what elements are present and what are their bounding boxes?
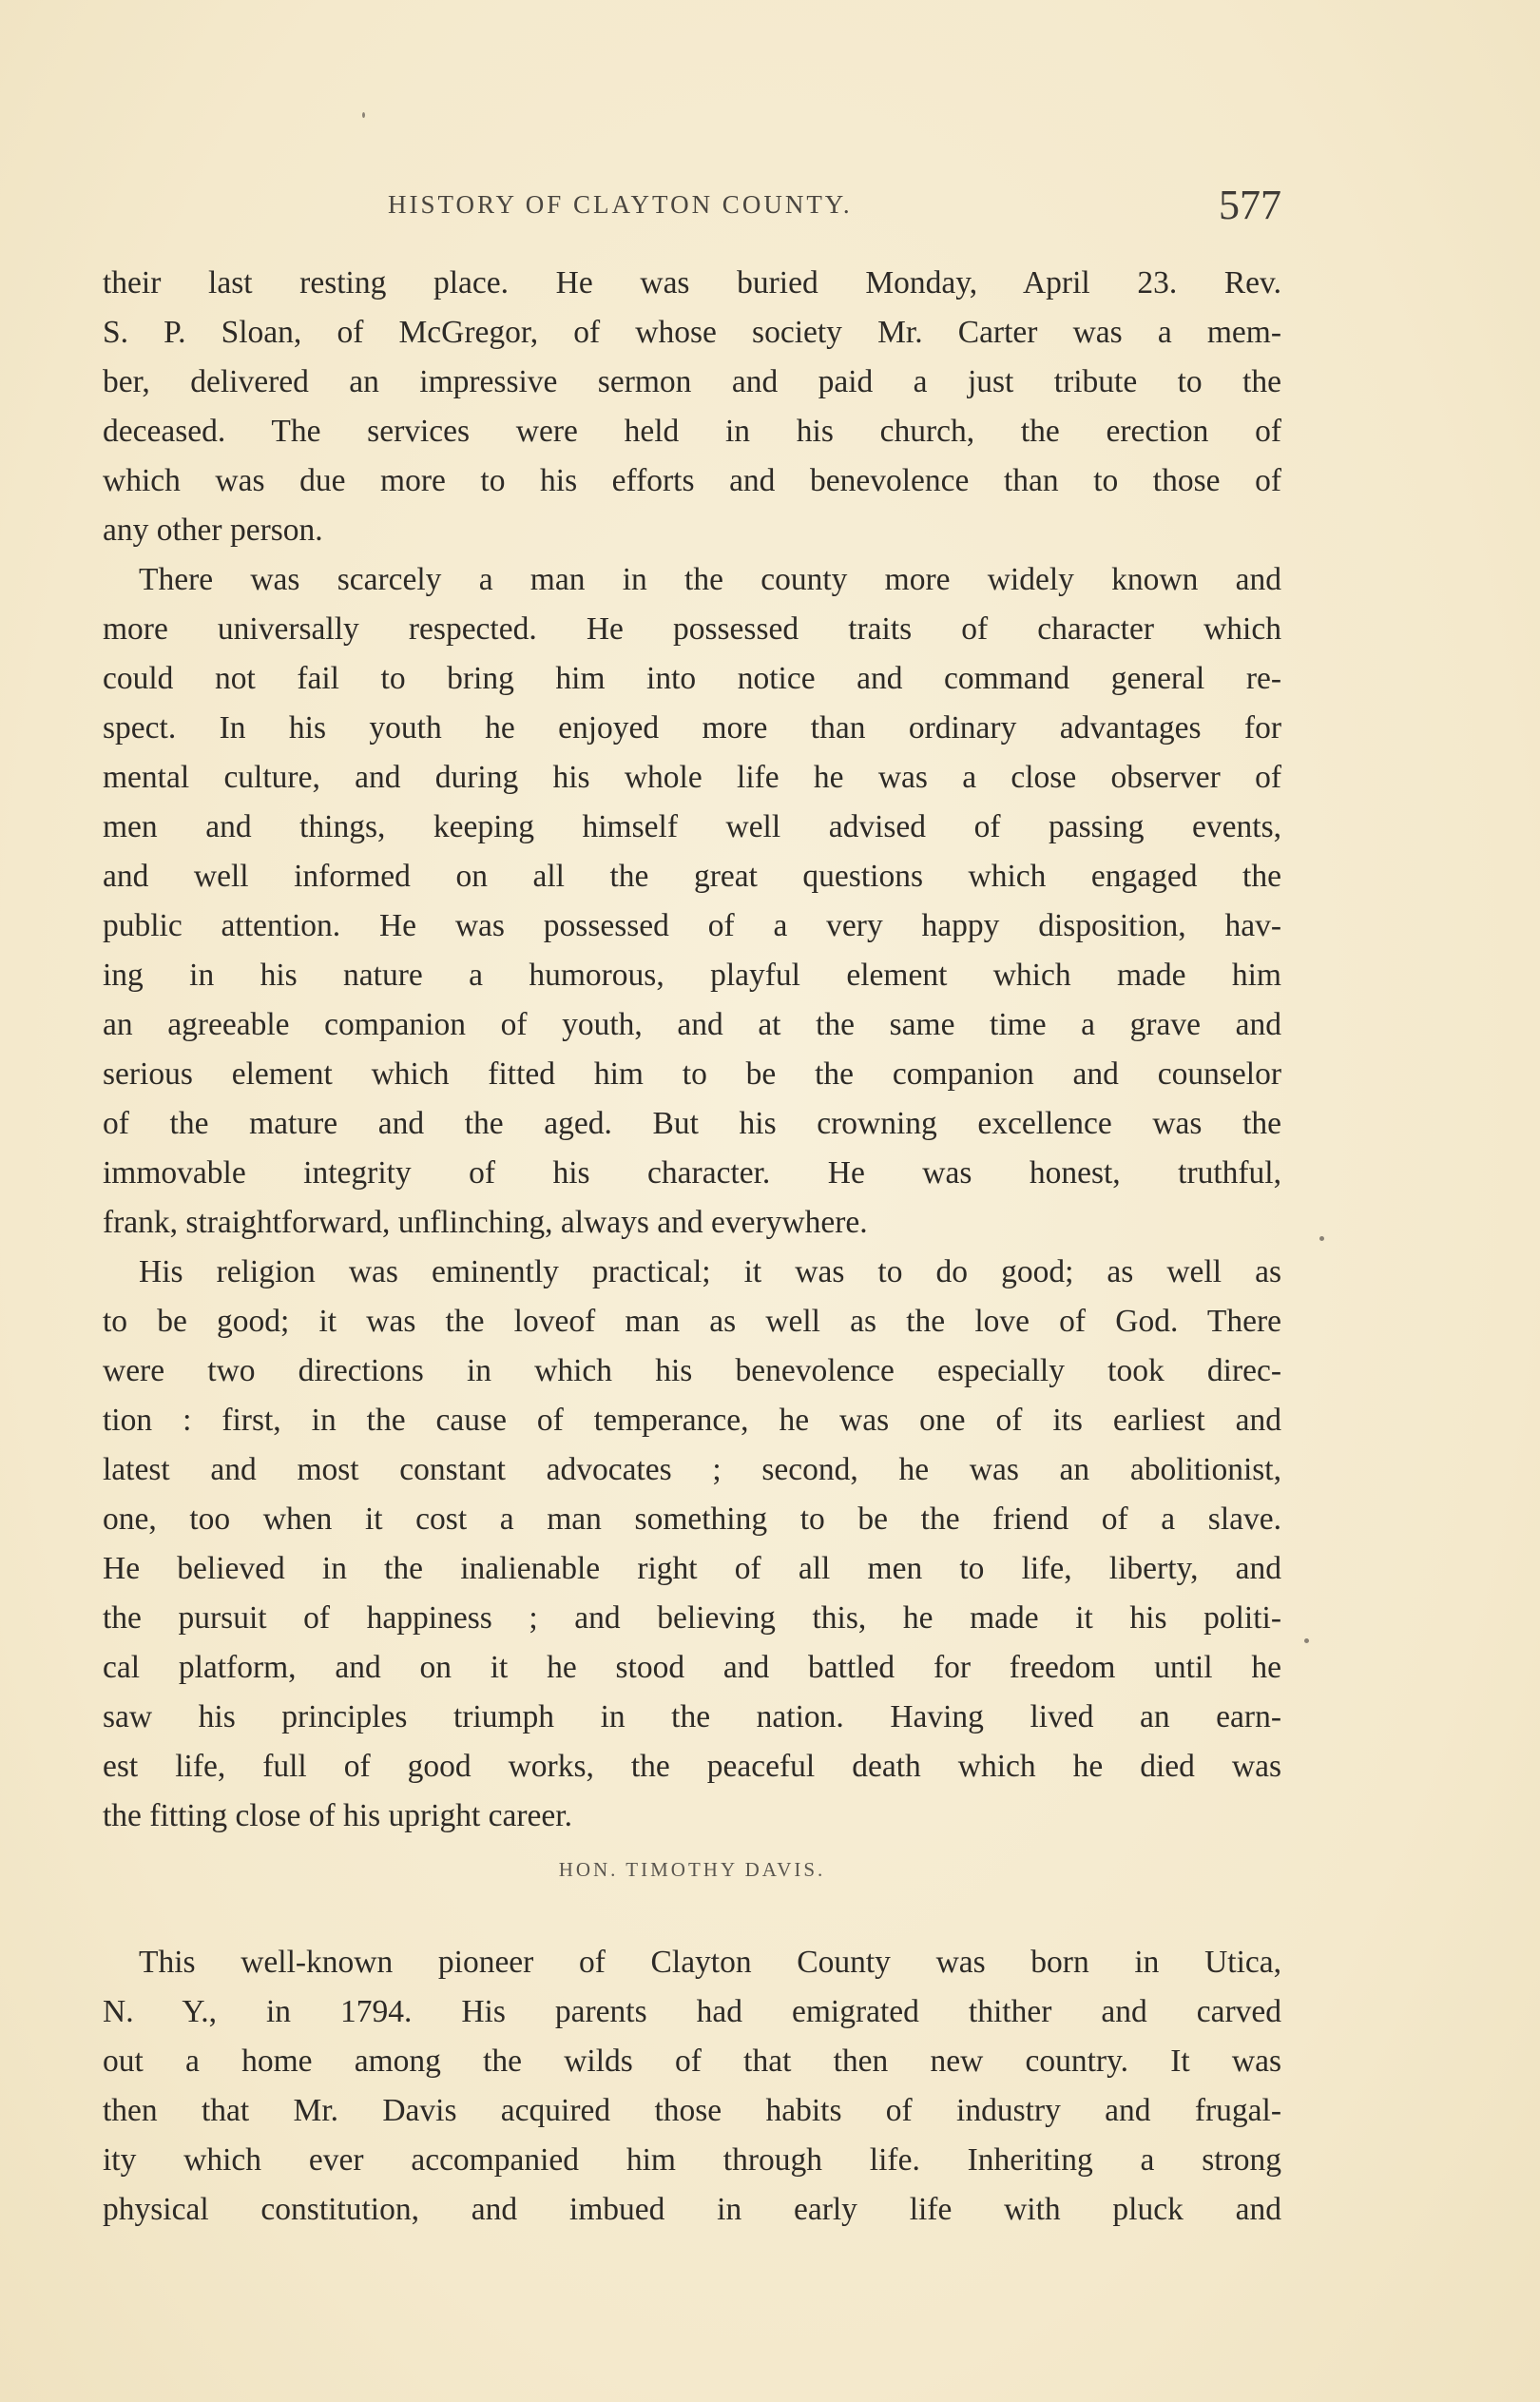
text-line: the fitting close of his upright career. xyxy=(103,1798,572,1833)
text-line: N. Y., in 1794. His parents had emigrated thither and carved xyxy=(103,1994,1281,2029)
text-line: cal platform, and on it he stood and battled for freedom until he xyxy=(103,1650,1281,1685)
text-line: saw his principles triumph in the nation. Having lived an earn- xyxy=(103,1699,1281,1734)
davis-text-block xyxy=(103,1938,1281,2235)
text-line: deceased. The services were held in his church, the erection of xyxy=(103,414,1281,449)
text-line: then that Mr. Davis acquired those habits of industry and frugal- xyxy=(103,2093,1281,2128)
text-line: tion : first, in the cause of temperance, he was one of its earliest and xyxy=(103,1403,1281,1438)
text-line: out a home among the wilds of that then new country. It was xyxy=(103,2044,1281,2079)
print-speck xyxy=(362,112,365,118)
text-line: There was scarcely a man in the county more widely known and xyxy=(139,562,1281,597)
text-line: more universally respected. He possessed traits of character which xyxy=(103,611,1281,647)
text-line: frank, straightforward, unflinching, always and everywhere. xyxy=(103,1205,868,1240)
running-head xyxy=(103,182,1281,230)
text-line: public attention. He was possessed of a very happy disposition, hav- xyxy=(103,908,1281,943)
text-line: one, too when it cost a man something to be the friend of a slave. xyxy=(103,1501,1281,1537)
text-line: ing in his nature a humorous, playful element which made him xyxy=(103,958,1281,993)
text-line: men and things, keeping himself well advised of passing events, xyxy=(103,809,1281,844)
text-line: His religion was eminently practical; it was to do good; as well as xyxy=(139,1254,1281,1289)
text-line: ber, delivered an impressive sermon and paid a just tribute to the xyxy=(103,364,1281,399)
text-line: were two directions in which his benevolence especially took direc- xyxy=(103,1353,1281,1388)
text-line: of the mature and the aged. But his crowning excellence was the xyxy=(103,1106,1281,1141)
text-line: to be good; it was the loveof man as well as the love of God. There xyxy=(103,1304,1281,1339)
text-line: He believed in the inalienable right of all men to life, liberty, and xyxy=(103,1551,1281,1586)
text-line: spect. In his youth he enjoyed more than ordinary advantages for xyxy=(103,710,1281,746)
text-line: S. P. Sloan, of McGregor, of whose society Mr. Carter was a mem- xyxy=(103,315,1281,350)
text-line: latest and most constant advocates ; second, he was an abolitionist, xyxy=(103,1452,1281,1487)
text-line: ity which ever accompanied him through life. Inheriting a strong xyxy=(103,2142,1281,2178)
page-number: 577 xyxy=(1219,182,1281,228)
text-line: immovable integrity of his character. He was honest, truthful, xyxy=(103,1155,1281,1191)
text-line: could not fail to bring him into notice and command general re- xyxy=(103,661,1281,696)
section-heading: HON. TIMOTHY DAVIS. xyxy=(558,1858,826,1881)
text-line: est life, full of good works, the peaceful death which he died was xyxy=(103,1749,1281,1784)
running-title: HISTORY OF CLAYTON COUNTY. xyxy=(388,190,853,219)
text-line: physical constitution, and imbued in early life with pluck and xyxy=(103,2192,1281,2227)
text-line: the pursuit of happiness ; and believing this, he made it his politi- xyxy=(103,1600,1281,1636)
text-line: serious element which fitted him to be the companion and counselor xyxy=(103,1056,1281,1092)
text-line: This well-known pioneer of Clayton County was born in Utica, xyxy=(139,1945,1281,1980)
print-speck xyxy=(1319,1236,1324,1241)
text-line: an agreeable companion of youth, and at the same time a grave and xyxy=(103,1007,1281,1042)
text-line: and well informed on all the great questions which engaged the xyxy=(103,859,1281,894)
carter-text-block xyxy=(103,259,1281,1841)
text-line: which was due more to his efforts and benevolence than to those of xyxy=(103,463,1281,498)
print-speck xyxy=(1304,1638,1309,1643)
text-line: mental culture, and during his whole life he was a close observer of xyxy=(103,760,1281,795)
text-line: any other person. xyxy=(103,513,323,548)
text-line: their last resting place. He was buried Monday, April 23. Rev. xyxy=(103,265,1281,300)
